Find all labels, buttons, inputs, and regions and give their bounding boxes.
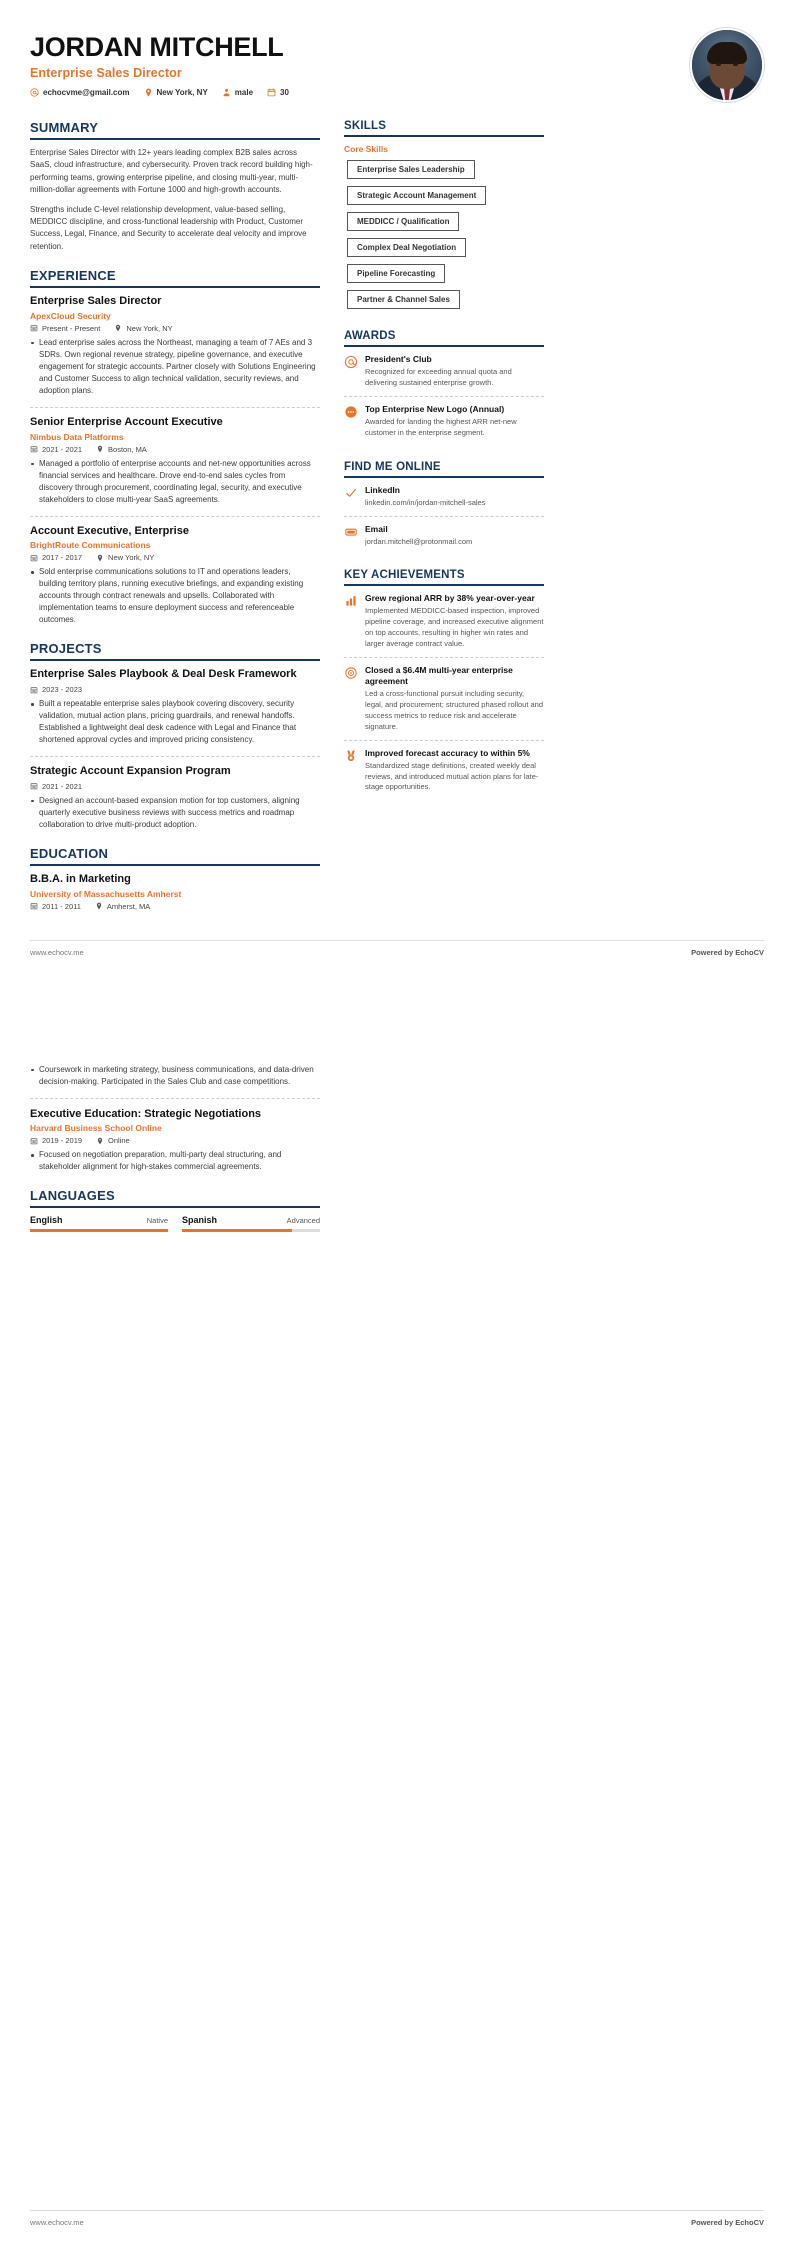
experience-location-text: New York, NY: [108, 553, 155, 563]
contact-location: [144, 88, 208, 97]
language-progress-track: [182, 1229, 320, 1232]
achievement-body: [365, 593, 544, 650]
project-name: Enterprise Sales Playbook & Deal Desk Framework: [30, 668, 297, 681]
project-name: Strategic Account Expansion Program: [30, 765, 231, 778]
achievement-title: Closed a $6.4M multi-year enterprise agreement: [365, 664, 513, 687]
achievement-item: [344, 748, 544, 801]
education-location-text: Amherst, MA: [106, 901, 151, 911]
skill-chip[interactable]: Partner & Channel Sales: [347, 290, 460, 309]
avatar-eye-left: [716, 63, 721, 66]
language-level: Native: [146, 1216, 168, 1226]
experience-dates-text: 2017 - 2017: [42, 553, 83, 563]
experience-bullet: Managed a portfolio of enterprise accounts and net-new opportunities across financial services and healthcare. Drove end-to-end sales cycles from discovery through procurement, coordinating legal, security, and executive stakeholders to close multi-year SaaS agreements.: [30, 458, 320, 506]
languages-rule: [30, 1206, 320, 1208]
education-dates-text: 2019 - 2019: [42, 1136, 83, 1146]
education-school: University of Massachusetts Amherst: [30, 888, 182, 899]
location-pin-icon: [96, 445, 104, 453]
project-entry: [30, 668, 320, 757]
project-meta: [30, 782, 320, 791]
experience-dates: [30, 445, 82, 454]
achievement-description: Led a cross-functional pursuit including security, legal, and procurement; structured phased rollout and success metrics to reduce risk and accelerate signature.: [365, 689, 544, 731]
location-pin-icon: [95, 902, 103, 910]
experience-role: Senior Enterprise Account Executive: [30, 415, 223, 428]
section-summary: [30, 120, 320, 253]
experience-heading: EXPERIENCE: [30, 268, 116, 284]
key-achievements-rule: [344, 584, 544, 586]
summary-paragraph: Strengths include C-level relationship development, value-based selling, MEDDICC discipline, and cross-functional leadership with Product, Customer Success, Legal, Finance, and Security to accelerate deal velocity and improve retention.: [30, 204, 307, 251]
skills-rule: [344, 135, 544, 137]
education-entry: [30, 873, 320, 911]
education-entry: [30, 1098, 320, 1174]
achievement-item: [344, 593, 544, 658]
footer-site[interactable]: www.echocv.me: [30, 947, 84, 957]
language-progress-track: [30, 1229, 168, 1232]
online-profile-title: Email: [365, 523, 388, 534]
resume-columns-page2: [30, 1060, 764, 1248]
resume-columns: [30, 120, 764, 926]
summary-heading: SUMMARY: [30, 120, 99, 135]
language-progress-fill: [182, 1229, 292, 1232]
projects-heading: PROJECTS: [30, 641, 102, 657]
section-find-me-online: [344, 461, 544, 555]
experience-meta: [30, 553, 320, 562]
chart-bars-icon: [344, 594, 358, 608]
header-text-block: [30, 26, 289, 97]
award-item: [344, 404, 544, 446]
languages-heading: LANGUAGES: [30, 1188, 115, 1204]
email-icon: [30, 88, 39, 97]
education-degree: B.B.A. in Marketing: [30, 872, 131, 885]
section-key-achievements: [344, 569, 544, 800]
project-bullet: Built a repeatable enterprise sales playbook covering discovery, security validation, mutual action plans, pricing guardrails, and renewal handoffs. Established a lightweight deal desk cadence with Legal and Finance that shortened approval cycles and improved pricing consistency.: [30, 698, 320, 746]
experience-bullets: [30, 337, 320, 397]
online-profile-url[interactable]: linkedin.com/in/jordan-mitchell-sales: [365, 497, 486, 507]
education-bullets: [30, 1064, 320, 1088]
project-meta: [30, 685, 320, 694]
contact-email: [30, 88, 130, 97]
education-dates: [30, 902, 81, 911]
education-location-text: Online: [108, 1136, 130, 1146]
section-awards: [344, 330, 544, 446]
skill-chip[interactable]: Enterprise Sales Leadership: [347, 160, 475, 179]
location-pin-icon: [114, 324, 122, 332]
award-description: Recognized for exceeding annual quota and delivering sustained enterprise growth.: [365, 367, 512, 387]
section-education-continued: [30, 1064, 320, 1174]
language-item: [30, 1215, 168, 1232]
resume-sheet-2: [0, 1002, 794, 1248]
footer-site[interactable]: www.echocv.me: [30, 2218, 84, 2227]
summary-rule: [30, 138, 320, 140]
skills-subheading: Core Skills: [344, 144, 388, 154]
experience-meta: [30, 445, 320, 454]
award-item: [344, 354, 544, 397]
projects-rule: [30, 659, 320, 661]
avatar-eye-right: [733, 63, 738, 66]
skill-chip[interactable]: Complex Deal Negotiation: [347, 238, 466, 257]
achievement-title: Grew regional ARR by 38% year-over-year: [365, 593, 535, 604]
skill-chip[interactable]: MEDDICC / Qualification: [347, 212, 459, 231]
online-profile-body: [365, 524, 544, 548]
check-icon: [344, 486, 358, 500]
project-dates: [30, 685, 82, 694]
avatar-hair: [707, 42, 747, 64]
experience-org: BrightRoute Communications: [30, 540, 151, 551]
experience-org: Nimbus Data Platforms: [30, 431, 124, 442]
experience-entry: [30, 525, 320, 627]
experience-dates: [30, 324, 100, 333]
languages-list: [30, 1215, 320, 1232]
language-item: [182, 1215, 320, 1232]
section-projects: [30, 641, 320, 831]
contact-age-text: 30: [280, 88, 289, 98]
experience-org: ApexCloud Security: [30, 310, 111, 321]
experience-location-text: Boston, MA: [108, 444, 147, 454]
experience-role: Enterprise Sales Director: [30, 295, 162, 308]
education-bullet: Focused on negotiation preparation, multi-party deal structuring, and stakeholder alignment for high-stakes commercial agreements.: [30, 1149, 320, 1173]
key-achievements-heading: KEY ACHIEVEMENTS: [344, 569, 465, 582]
award-title: Top Enterprise New Logo (Annual): [365, 403, 505, 414]
calendar-icon: [267, 88, 276, 97]
education-location: [96, 1136, 130, 1145]
achievement-title: Improved forecast accuracy to within 5%: [365, 747, 530, 758]
online-profile-item[interactable]: [344, 485, 544, 517]
experience-dates-text: Present - Present: [42, 323, 101, 333]
experience-bullets: [30, 566, 320, 626]
contact-email-text: echocvme@gmail.com: [43, 88, 130, 98]
project-bullets: [30, 795, 320, 831]
experience-location: [96, 553, 154, 562]
education-meta: [30, 902, 320, 911]
project-dates: [30, 782, 82, 791]
achievement-description: Standardized stage definitions, created weekly deal reviews, and introduced mutual action plans for late-stage opportunities.: [365, 760, 539, 792]
footer-powered-by: Powered by EchoCV: [691, 2218, 764, 2227]
candidate-role: Enterprise Sales Director: [30, 66, 182, 81]
project-dates-text: 2023 - 2023: [42, 685, 83, 695]
language-name: Spanish: [182, 1215, 218, 1226]
experience-meta: [30, 324, 320, 333]
left-column-page2: [30, 1060, 320, 1248]
section-skills: [344, 120, 544, 315]
education-meta: [30, 1136, 320, 1145]
achievement-item: [344, 665, 544, 741]
calendar-icon: [30, 686, 38, 694]
at-circle-icon: [344, 355, 358, 369]
summary-paragraph: Enterprise Sales Director with 12+ years leading complex B2B sales across SaaS, cloud infrastructure, and cybersecurity. Proven track record building high-performing teams, growing enterprise pipeline, and closing multi-year, multi-million-dollar agreements with Fortune 1000 and high-growth accounts.: [30, 148, 313, 195]
skills-chip-list: [344, 159, 544, 315]
resume-sheet-1: [0, 0, 794, 926]
avatar: [690, 28, 764, 102]
location-pin-icon: [96, 1137, 104, 1145]
award-body: [365, 354, 544, 389]
footer-powered-by: Powered by EchoCV: [691, 947, 764, 957]
medal-icon: [344, 749, 358, 763]
contact-row: [30, 88, 289, 97]
language-header: [182, 1215, 320, 1225]
location-pin-icon: [96, 554, 104, 562]
experience-location: [114, 324, 172, 333]
contact-location-text: New York, NY: [156, 88, 208, 98]
education-bullet: Coursework in marketing strategy, business communications, and data-driven decision-making. Participated in the Sales Club and case competitions.: [30, 1064, 320, 1088]
skills-heading: SKILLS: [344, 120, 387, 132]
awards-heading: AWARDS: [344, 330, 396, 342]
experience-rule: [30, 286, 320, 288]
section-experience: [30, 268, 320, 626]
education-heading: EDUCATION: [30, 845, 109, 861]
experience-location: [96, 445, 147, 454]
contact-gender: [222, 88, 253, 97]
skill-chip[interactable]: Strategic Account Management: [347, 186, 486, 205]
calendar-icon: [30, 782, 38, 790]
online-profile-title: LinkedIn: [365, 484, 400, 495]
education-school: Harvard Business School Online: [30, 1123, 162, 1134]
experience-dates: [30, 553, 82, 562]
calendar-icon: [30, 554, 38, 562]
education-rule: [30, 864, 320, 866]
calendar-icon: [30, 445, 38, 453]
project-bullets: [30, 698, 320, 746]
resume-header: [30, 26, 764, 102]
find-me-online-rule: [344, 476, 544, 478]
language-level: Advanced: [286, 1216, 320, 1226]
education-dates: [30, 1136, 82, 1145]
find-me-online-heading: FIND ME ONLINE: [344, 460, 441, 473]
section-languages: [30, 1188, 320, 1232]
calendar-icon: [30, 902, 38, 910]
experience-location-text: New York, NY: [126, 323, 173, 333]
experience-bullet: Lead enterprise sales across the Northeast, managing a team of 7 AEs and 3 SDRs. Own regional revenue strategy, pipeline governance, and executive engagement for strategic accounts. Partner closely with Solutions Engineering and Customer Success to align technical validation, security reviews, and adoption plans.: [30, 337, 320, 397]
language-header: [30, 1215, 168, 1225]
award-description: Awarded for landing the highest ARR net-new customer in the enterprise segment.: [365, 416, 517, 437]
project-entry: [30, 765, 320, 831]
section-education: [30, 846, 320, 911]
experience-bullets: [30, 458, 320, 506]
online-profile-item[interactable]: [344, 524, 544, 555]
page-break-gap: [0, 966, 794, 1002]
education-degree: Executive Education: Strategic Negotiations: [30, 1107, 262, 1120]
skill-chip[interactable]: Pipeline Forecasting: [347, 264, 445, 283]
candidate-name: JORDAN MITCHELL: [30, 32, 284, 62]
education-bullets: [30, 1149, 320, 1173]
contact-age: [267, 88, 289, 97]
experience-bullet: Sold enterprise communications solutions to IT and operations leaders, building territory plans, running executive briefings, and expanding existing accounts through contract renewals and upsells. Collaborated with implementation teams to ensure deployment success and referenceable outcomes.: [30, 566, 320, 626]
right-column: [344, 120, 544, 815]
page-footer: [30, 940, 764, 966]
project-bullet: Designed an account-based expansion motion for top customers, aligning quarterly executive business reviews with success metrics and roadmap collaboration to drive multi-product adoption.: [30, 795, 320, 831]
achievement-body: [365, 665, 544, 733]
awards-rule: [344, 345, 544, 347]
online-profile-body: [365, 485, 544, 509]
calendar-icon: [30, 324, 38, 332]
project-dates-text: 2021 - 2021: [42, 781, 83, 791]
location-pin-icon: [144, 88, 153, 97]
target-icon: [344, 666, 358, 680]
person-icon: [222, 88, 231, 97]
award-title: President's Club: [365, 354, 432, 364]
award-body: [365, 404, 544, 439]
page-footer: [30, 2210, 764, 2236]
experience-entry: [30, 416, 320, 517]
experience-entry: [30, 295, 320, 408]
achievement-description: Implemented MEDDICC-based inspection, improved pipeline coverage, and increased executive alignment on top accounts, resulting in higher win rates and larger average contract value.: [365, 606, 544, 649]
experience-dates-text: 2021 - 2021: [42, 444, 83, 454]
envelope-icon: [344, 525, 358, 539]
dots-circle-icon: [344, 405, 358, 419]
calendar-icon: [30, 1137, 38, 1145]
education-dates-text: 2011 - 2011: [42, 901, 81, 911]
language-name: English: [30, 1215, 63, 1226]
achievement-body: [365, 748, 544, 794]
experience-role: Account Executive, Enterprise: [30, 524, 189, 537]
education-location: [95, 902, 150, 911]
left-column: [30, 120, 320, 926]
language-progress-fill: [30, 1229, 168, 1232]
online-profile-email[interactable]: jordan.mitchell@protonmail.com: [365, 536, 473, 546]
contact-gender-text: male: [234, 88, 254, 98]
